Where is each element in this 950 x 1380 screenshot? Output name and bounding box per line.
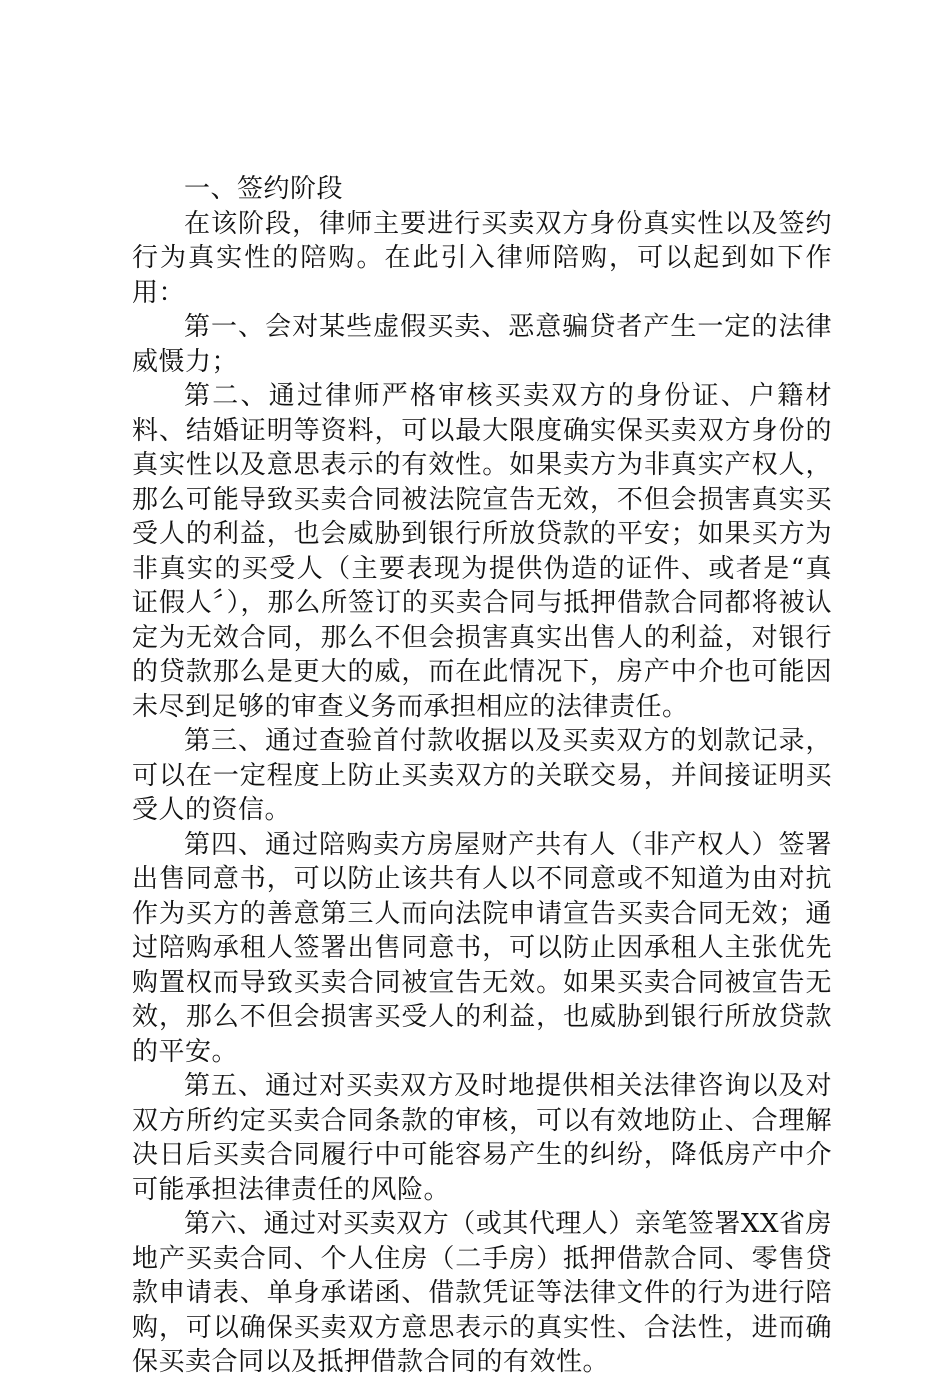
document-body: [132, 172, 832, 1380]
point-3-paragraph: 第三、通过查验首付款收据以及买卖双方的划款记录，可以在一定程度上防止买卖双方的关联交易，并间接证明买受人的资信。: [132, 726, 832, 825]
section-heading: 一、签约阶段: [184, 174, 344, 204]
point-2-paragraph: 第二、通过律师严格审核买卖双方的身份证、户籍材料、结婚证明等资料，可以最大限度确实保买卖双方身份的真实性以及意思表示的有效性。如果卖方为非真实产权人，那么可能导致买卖合同被法院宣告无效，不但会损害真实买受人的利益，也会威胁到银行所放贷款的平安；如果买方为非真实的买受人（主要表现为提供伪造的证件、或者是“真证假人〞），那么所签订的买卖合同与抵押借款合同都将被认定为无效合同，那么不但会损害真实出售人的利益，对银行的贷款那么是更大的威，而在此情况下，房产中介也可能因未尽到足够的审查义务而承担相应的法律责任。: [132, 381, 832, 722]
point-4-paragraph: 第四、通过陪购卖方房屋财产共有人（非产权人）签署出售同意书，可以防止该共有人以不同意或不知道为由对抗作为买方的善意第三人而向法院申请宣告买卖合同无效；通过陪购承租人签署出售同意书，可以防止因承租人主张优先购置权而导致买卖合同被宣告无效。如果买卖合同被宣告无效，那么不但会损害买受人的利益，也威胁到银行所放贷款的平安。: [132, 829, 832, 1067]
intro-paragraph: 在该阶段，律师主要进行买卖双方身份真实性以及签约行为真实性的陪购。在此引入律师陪购，可以起到如下作用：: [132, 208, 832, 308]
point-6-paragraph: 第六、通过对买卖双方（或其代理人）亲笔签署XX省房地产买卖合同、个人住房（二手房）抵押借款合同、零售贷款申请表、单身承诺函、借款凭证等法律文件的行为进行陪购，可以确保买卖双方意思表示的真实性、合法性，进而确保买卖合同以及抵押借款合同的有效性。: [132, 1209, 832, 1377]
point-5-paragraph: 第五、通过对买卖双方及时地提供相关法律咨询以及对双方所约定买卖合同条款的审核，可以有效地防止、合理解决日后买卖合同履行中可能容易产生的纠纷，降低房产中介可能承担法律责任的风险。: [132, 1071, 832, 1205]
point-1-paragraph: 第一、会对某些虚假买卖、恶意骗贷者产生一定的法律威慑力；: [132, 312, 832, 377]
